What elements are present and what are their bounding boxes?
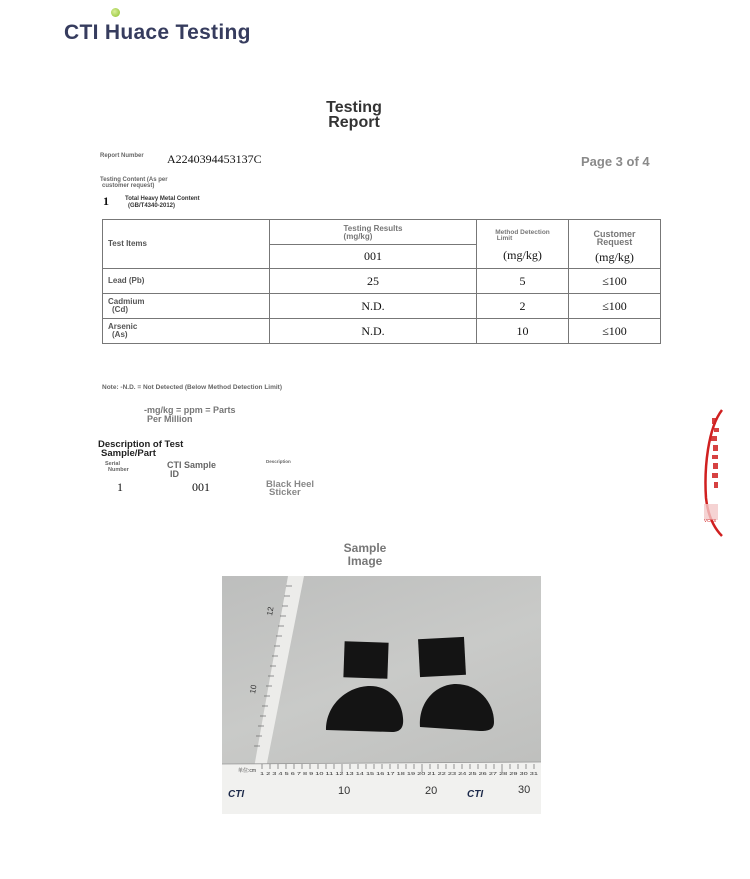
nd-note: Note: -N.D. = Not Detected (Below Method Detection Limit) (102, 384, 283, 391)
title-line-1: Testing (326, 99, 382, 116)
sample-id-header: CTI Sample ID (167, 460, 217, 479)
stamp-svg (700, 408, 730, 538)
table-row (103, 269, 661, 294)
row-item: Arsenic (As) (103, 319, 270, 344)
title-line-2: Report (328, 114, 380, 131)
results-table (102, 219, 661, 344)
section-title: Total Heavy Metal Content (125, 196, 200, 202)
header-method-detection-limit: Method Detection Limit (mg/kg) (477, 220, 569, 269)
sample-square-sticker (418, 637, 466, 677)
logo-mark-icon (111, 8, 120, 17)
ruler-label-10: 10 (338, 785, 351, 797)
row-request: ≤100 (569, 269, 661, 294)
header-testing-results: Testing Results (mg/kg) (270, 220, 477, 245)
table-row (103, 294, 661, 319)
ppm-note: -mg/kg = ppm = Parts Per Million (144, 405, 236, 424)
page-indicator: Page 3 of 4 (581, 154, 650, 169)
row-request: ≤100 (569, 294, 661, 319)
ruler-side-label: 12 (265, 606, 276, 617)
stamp-text: VCES (704, 518, 717, 523)
row-request: ≤100 (569, 319, 661, 344)
sample-photo-svg (222, 576, 541, 814)
company-logo-text: CTI Huace Testing (64, 21, 251, 44)
ruler-unit-label: 单位:cm (238, 768, 257, 774)
sample-heel-sticker (420, 684, 494, 731)
row-result: N.D. (270, 294, 477, 319)
document-title (300, 100, 408, 130)
ruler-side-label: 10 (248, 684, 259, 695)
report-number-label: Report Number (100, 153, 144, 159)
ruler-label-30: 30 (518, 784, 531, 796)
ruler-brand-logo: CTI (228, 789, 245, 800)
ruler-brand-logo: CTI (467, 789, 484, 800)
row-mdl: 5 (477, 269, 569, 294)
ruler-label-20: 20 (425, 785, 438, 797)
description-title: Description of Test Sample/Part (98, 439, 184, 459)
vertical-ruler (254, 576, 304, 768)
horizontal-ruler (222, 762, 541, 814)
serial-number-value: 1 (117, 480, 123, 494)
official-stamp (700, 408, 730, 538)
serial-number-header: Serial Number (105, 461, 129, 473)
sample-id-value: 001 (192, 480, 210, 494)
section-number: 1 (103, 194, 109, 208)
description-header: Description (266, 459, 291, 464)
row-item: Lead (Pb) (103, 269, 270, 294)
row-mdl: 2 (477, 294, 569, 319)
sample-description-value: Black Heel Sticker (266, 479, 315, 498)
row-result: 25 (270, 269, 477, 294)
row-mdl: 10 (477, 319, 569, 344)
sample-photo (222, 576, 541, 814)
sample-square-sticker (343, 641, 388, 679)
row-item: Cadmium (Cd) (103, 294, 270, 319)
header-customer-request: Customer Request (mg/kg) (569, 220, 661, 269)
sample-heel-sticker (326, 686, 403, 732)
ruler-small-scale: 1 2 3 4 5 6 7 8 9 10 11 12 13 14 15 16 17 18 19 20 21 22 23 24 25 26 27 28 29 30 31 (260, 771, 539, 776)
section-standard: (GB/T4340-2012) (128, 203, 176, 209)
header-test-items: Test Items (103, 220, 270, 269)
report-number: A2240394453137C (167, 152, 262, 166)
table-row (103, 319, 661, 344)
row-result: N.D. (270, 319, 477, 344)
header-sample-id: 001 (270, 245, 477, 269)
testing-content-label: Testing Content (As per customer request) (100, 177, 168, 189)
sample-image-title: Sample Image (343, 541, 387, 568)
